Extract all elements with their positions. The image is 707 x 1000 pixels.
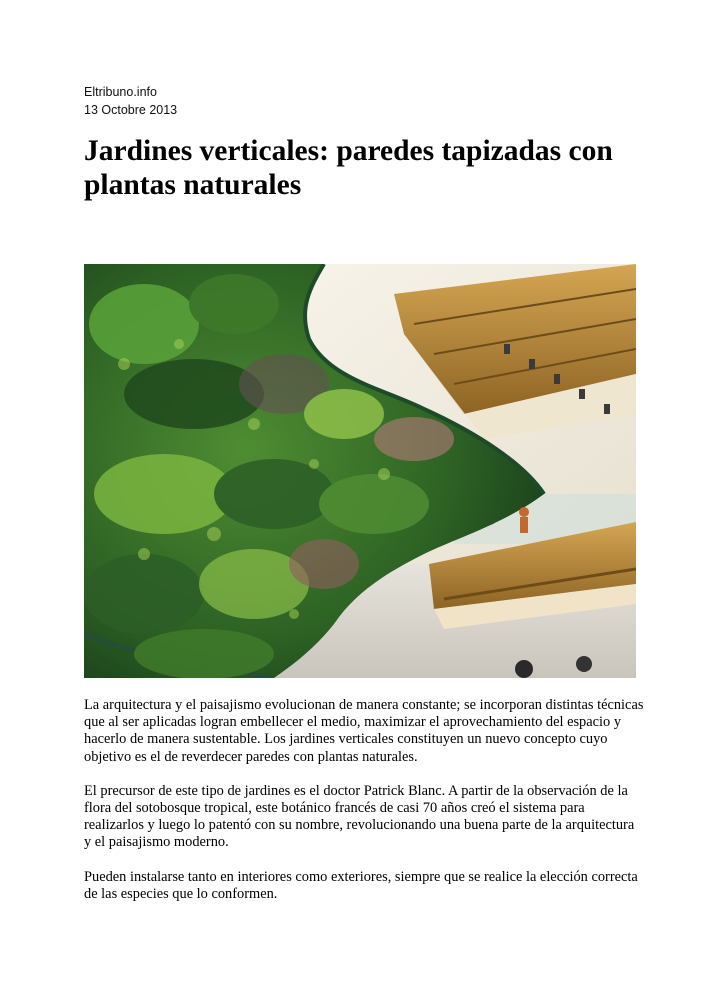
paragraph-1: La arquitectura y el paisajismo evolucionan de manera constante; se incorporan distintas técnicas que al ser aplicadas logran embellecer el medio, maximizar el aprovechamiento del espacio y hacerlo de manera sustentable. Los jardines verticales constituyen un nuevo concepto cuyo objetivo es el de reverdecer paredes con plantas naturales. <box>84 697 644 765</box>
source-block <box>84 83 177 119</box>
article-title: Jardines verticales: paredes tapizadas con plantas naturales <box>84 135 613 201</box>
paragraph-3: Pueden instalarse tanto en interiores como exteriores, siempre que se realice la elección correcta de las especies que lo conformen. <box>84 868 638 902</box>
vertical-garden-photo <box>84 264 636 678</box>
paragraph-2: El precursor de este tipo de jardines es el doctor Patrick Blanc. A partir de la observación de la flora del sotobosque tropical, este botánico francés de casi 70 años creó el sistema para realizarlos y luego lo patentó con su nombre, revolucionando una buena parte de la arquitectura y el paisajismo moderno. <box>84 782 635 851</box>
source-date: 13 Octobre 2013 <box>84 103 178 117</box>
source-site: Eltribuno.info <box>84 85 157 99</box>
article-body <box>84 697 644 920</box>
